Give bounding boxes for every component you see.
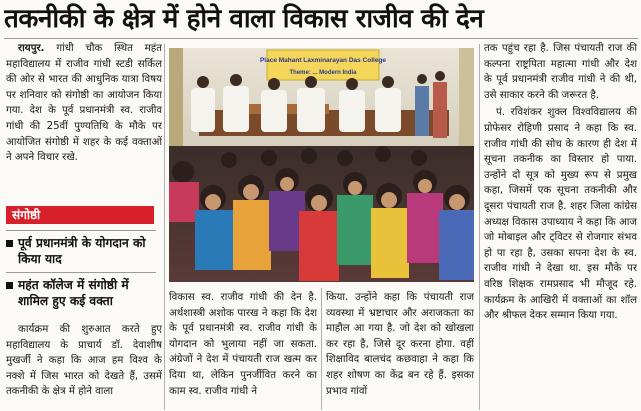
intro-column	[6, 41, 162, 201]
bullet-item	[6, 235, 158, 267]
right-column-paragraph-1: तक पहुंच रहा है. जिस पंचायती राज की कल्पना राष्ट्रपिता महात्मा गांधी और देश के पूर्व प्रधानमंत्री राजीव गांधी ने की थी, उसे साकार करने की जरूरत है.	[484, 43, 637, 101]
bottom-column-3	[326, 290, 474, 410]
section-tag: संगोष्ठी	[6, 206, 154, 224]
bullet-list	[6, 230, 158, 310]
bullet-divider	[6, 272, 156, 273]
banner-line-1: Place Mahant Laxminarayan Das College	[259, 57, 387, 64]
intro-text: गांधी चौक स्थित महंत महाविद्यालय में राजीव गांधी स्टडी सर्किल की ओर से भारत की आधुनिक यात्रा विषय पर शनिवार को संगोष्ठी का आयोजन किया गया. देश के पूर्व प्रधानमंत्री स्व. राजीव गांधी की 25वीं पुण्यतिथि के मौके पर आयोजित संगोष्ठी में शहर के कई वक्ताओं ने अपने विचार रखे.	[6, 43, 162, 164]
bullet-rule-top	[6, 230, 156, 231]
right-column	[484, 41, 637, 409]
bullet-square-icon	[6, 240, 13, 247]
bottom-column-1-text: कार्यक्रम की शुरुआत करते हुए महाविद्यालय के प्राचार्य डॉ. देवाशीष मुखर्जी ने कहा कि आज हम विश्व के नक्शे में जिस भारत को देखते हैं, उसमें तकनीकी के क्षेत्र में होने वाला	[6, 324, 162, 398]
column-divider-1	[164, 44, 165, 410]
column-divider-2	[479, 44, 480, 410]
banner-line-2: Theme: ... Modern India	[289, 70, 357, 76]
bottom-column-1	[6, 322, 162, 410]
column-divider-3	[321, 288, 322, 410]
bullet-square-icon	[6, 282, 13, 289]
event-photo	[169, 48, 474, 282]
bullet-text: महंत कॉलेज में संगोष्ठी में शामिल हुए कई वक्ता	[18, 278, 129, 308]
headline: तकनीकी के क्षेत्र में होने वाला विकास राजीव की देन	[4, 4, 484, 34]
bottom-column-3-text: किया. उन्होंने कहा कि पंचायती राज व्यवस्था में भ्रष्टाचार और अराजकता का माहौल आ गया है. जो देश को खोखला कर रहा है, जिसे दूर करना होगा. वहीं शिक्षाविद बालचंद कछवाहा ने कहा कि शहर शोषण का केंद्र बन रहे हैं. इसका प्रभाव गांवों	[326, 292, 474, 397]
dateline: रायपुर.	[18, 43, 45, 54]
event-photo-illustration	[169, 48, 474, 282]
bottom-column-2-text: विकास स्व. राजीव गांधी की देन है. अर्थशास्त्री अशोक पारख ने कहा कि देश के पूर्व प्रधानमंत्री स्व. राजीव गांधी के योगदान को भुलाया नहीं जा सकता. अंग्रेजों ने देश में पंचायती राज खत्म कर दिया था, लेकिन पुनर्जीवित करने का काम स्व. राजीव गांधी ने	[169, 292, 317, 397]
right-column-paragraph-2: पं. रविशंकर शुक्ल विश्वविद्यालय की प्रोफेसर रोहिणी प्रसाद ने कहा कि स्व. राजीव गांधी की सोच के कारण ही देश में सूचना तकनीक का विस्तार हो पाया. उन्होंने दो सूत्र को मुख्य रूप से प्रमुख कहा, जिसमें एक सूचना तकनीकी और दूसरा पंचायती राज है. शहर जिला कांग्रेस अध्यक्ष विकास उपाध्याय ने कहा कि आज जो मोबाइल और ट्विटर से रोजगार संभव हो पा रहा है, उसका सपना देश के स्व. राजीव गांधी ने देखा था. इस मौके पर वरिष्ठ शिक्षक रामप्रसाद भी मौजूद रहे. कार्यक्रम के आखिरी में वक्ताओं का शॉल और श्रीफल देकर सम्मान किया गया.	[484, 107, 637, 322]
bullet-item	[6, 277, 158, 309]
headline-rule	[4, 38, 638, 39]
bottom-column-2	[169, 290, 317, 410]
bullet-text: पूर्व प्रधानमंत्री के योगदान को किया याद	[18, 236, 146, 266]
